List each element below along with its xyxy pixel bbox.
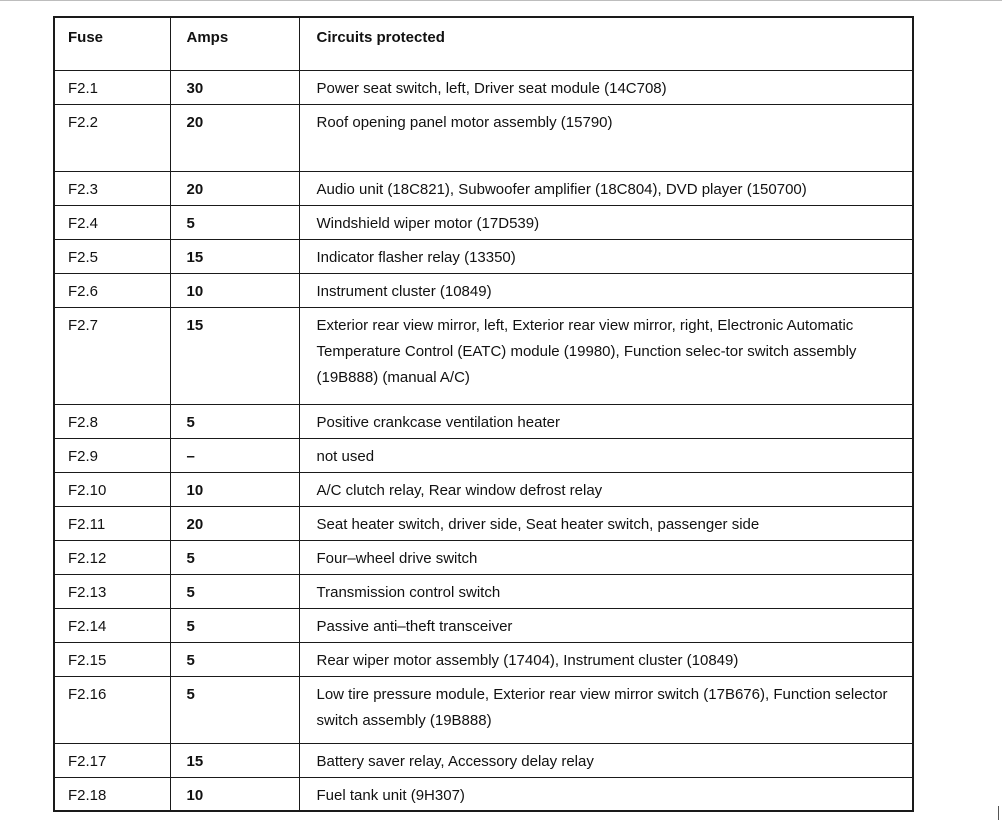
fuse-cell: F2.8 bbox=[54, 404, 170, 438]
amps-cell: 10 bbox=[170, 472, 299, 506]
circuits-cell: Fuel tank unit (9H307) bbox=[299, 777, 913, 811]
fuse-cell: F2.11 bbox=[54, 506, 170, 540]
edge-mark bbox=[998, 806, 999, 820]
amps-cell: 20 bbox=[170, 104, 299, 171]
fuse-cell: F2.5 bbox=[54, 239, 170, 273]
table-row bbox=[54, 239, 913, 273]
circuits-cell: Instrument cluster (10849) bbox=[299, 273, 913, 307]
amps-cell: 5 bbox=[170, 540, 299, 574]
amps-cell: 5 bbox=[170, 676, 299, 743]
fuse-cell: F2.3 bbox=[54, 171, 170, 205]
table-row bbox=[54, 743, 913, 777]
circuits-cell: Rear wiper motor assembly (17404), Instrument cluster (10849) bbox=[299, 642, 913, 676]
circuits-cell: Battery saver relay, Accessory delay relay bbox=[299, 743, 913, 777]
fuse-cell: F2.6 bbox=[54, 273, 170, 307]
amps-cell: 20 bbox=[170, 506, 299, 540]
table-row bbox=[54, 307, 913, 404]
fuse-cell: F2.1 bbox=[54, 70, 170, 104]
column-header-circuits: Circuits protected bbox=[299, 17, 913, 70]
top-divider bbox=[0, 0, 1002, 1]
column-header-fuse: Fuse bbox=[54, 17, 170, 70]
table-row bbox=[54, 104, 913, 171]
amps-cell: 20 bbox=[170, 171, 299, 205]
circuits-cell: Seat heater switch, driver side, Seat heater switch, passenger side bbox=[299, 506, 913, 540]
amps-cell: 15 bbox=[170, 239, 299, 273]
circuits-cell: A/C clutch relay, Rear window defrost relay bbox=[299, 472, 913, 506]
fuse-cell: F2.18 bbox=[54, 777, 170, 811]
table-header-row bbox=[54, 17, 913, 70]
circuits-cell: Power seat switch, left, Driver seat module (14C708) bbox=[299, 70, 913, 104]
circuits-cell: Positive crankcase ventilation heater bbox=[299, 404, 913, 438]
table-row bbox=[54, 608, 913, 642]
amps-cell: 5 bbox=[170, 608, 299, 642]
circuits-cell: Indicator flasher relay (13350) bbox=[299, 239, 913, 273]
table-row bbox=[54, 676, 913, 743]
table-row bbox=[54, 70, 913, 104]
fuse-cell: F2.14 bbox=[54, 608, 170, 642]
fuse-cell: F2.2 bbox=[54, 104, 170, 171]
fuse-cell: F2.13 bbox=[54, 574, 170, 608]
circuits-cell: not used bbox=[299, 438, 913, 472]
circuits-cell: Audio unit (18C821), Subwoofer amplifier (18C804), DVD player (150700) bbox=[299, 171, 913, 205]
circuits-cell: Passive anti–theft transceiver bbox=[299, 608, 913, 642]
table-row bbox=[54, 506, 913, 540]
fuse-cell: F2.15 bbox=[54, 642, 170, 676]
circuits-cell: Roof opening panel motor assembly (15790) bbox=[299, 104, 913, 171]
circuits-cell: Low tire pressure module, Exterior rear view mirror switch (17B676), Function selector switch assembly (19B888) bbox=[299, 676, 913, 743]
fuse-cell: F2.10 bbox=[54, 472, 170, 506]
fuse-cell: F2.17 bbox=[54, 743, 170, 777]
table-row bbox=[54, 205, 913, 239]
fuse-cell: F2.4 bbox=[54, 205, 170, 239]
fuse-cell: F2.12 bbox=[54, 540, 170, 574]
amps-cell: 10 bbox=[170, 273, 299, 307]
circuits-cell: Windshield wiper motor (17D539) bbox=[299, 205, 913, 239]
column-header-amps: Amps bbox=[170, 17, 299, 70]
table-row bbox=[54, 574, 913, 608]
fuse-table bbox=[53, 16, 914, 812]
table-row bbox=[54, 777, 913, 811]
fuse-cell: F2.7 bbox=[54, 307, 170, 404]
fuse-cell: F2.9 bbox=[54, 438, 170, 472]
amps-cell: 10 bbox=[170, 777, 299, 811]
amps-cell: 5 bbox=[170, 642, 299, 676]
circuits-cell: Exterior rear view mirror, left, Exterior rear view mirror, right, Electronic Automatic Temperature Control (EATC) module (19980), Function selec-tor switch assembly (19B888) (manual A/C) bbox=[299, 307, 913, 404]
table-row bbox=[54, 540, 913, 574]
circuits-cell: Four–wheel drive switch bbox=[299, 540, 913, 574]
circuits-cell: Transmission control switch bbox=[299, 574, 913, 608]
amps-cell: 15 bbox=[170, 743, 299, 777]
table-row bbox=[54, 171, 913, 205]
fuse-cell: F2.16 bbox=[54, 676, 170, 743]
amps-cell: 5 bbox=[170, 404, 299, 438]
table-row bbox=[54, 642, 913, 676]
table-row bbox=[54, 273, 913, 307]
amps-cell: 30 bbox=[170, 70, 299, 104]
amps-cell: – bbox=[170, 438, 299, 472]
amps-cell: 5 bbox=[170, 205, 299, 239]
amps-cell: 5 bbox=[170, 574, 299, 608]
amps-cell: 15 bbox=[170, 307, 299, 404]
table-row bbox=[54, 438, 913, 472]
table-row bbox=[54, 472, 913, 506]
table-row bbox=[54, 404, 913, 438]
